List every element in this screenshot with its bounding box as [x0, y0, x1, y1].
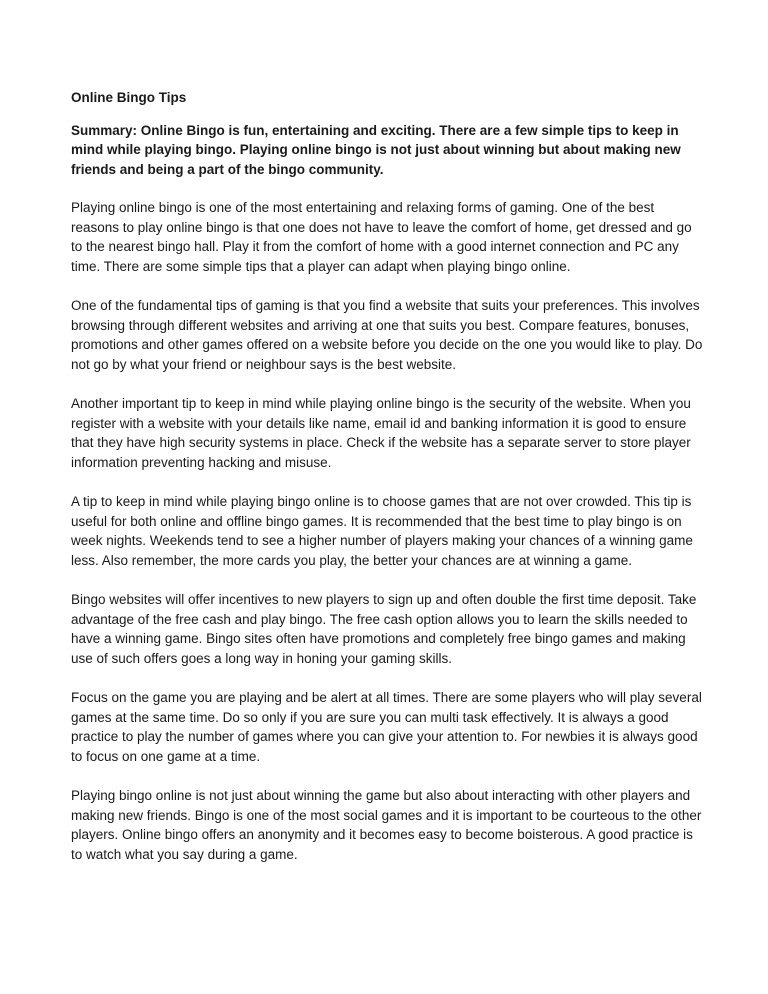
paragraph-7: Playing bingo online is not just about winning the game but also about interacting with other players and making new friends. Bingo is one of the most social games and it is important to be courteous to the other players. Online bingo offers an anonymity and it becomes easy to become boisterous. A good practice is to watch what you say during a game.: [71, 788, 702, 862]
document-page: [71, 88, 705, 884]
paragraph-1: Playing online bingo is one of the most entertaining and relaxing forms of gaming. One of the best reasons to play online bingo is that one does not have to leave the comfort of home, get dressed and go to the nearest bingo hall. Play it from the comfort of home with a good internet connection and PC any time. There are some simple tips that a player can adapt when playing bingo online.: [71, 200, 692, 274]
paragraph-6: Focus on the game you are playing and be alert at all times. There are some players who will play several games at the same time. Do so only if you are sure you can multi task effectively. It is always a good practice to play the number of games where you can give your attention to. For newbies it is always good to focus on one game at a time.: [71, 690, 702, 764]
paragraph-2: One of the fundamental tips of gaming is that you find a website that suits your preferences. This involves browsing through different websites and arriving at one that suits you best. Compare features, bonuses, promotions and other games offered on a website before you decide on the one you would like to play. Do not go by what your friend or neighbour says is the best website.: [71, 298, 703, 372]
paragraph-4: A tip to keep in mind while playing bingo online is to choose games that are not over crowded. This tip is useful for both online and offline bingo games. It is recommended that the best time to play bingo is on week nights. Weekends tend to see a higher number of players making your chances of a winning game less. Also remember, the more cards you play, the better your chances are at winning a game.: [71, 494, 693, 568]
paragraph-5: Bingo websites will offer incentives to new players to sign up and often double the first time deposit. Take advantage of the free cash and play bingo. The free cash option allows you to learn the skills needed to have a winning game. Bingo sites often have promotions and completely free bingo games and making use of such offers goes a long way in honing your gaming skills.: [71, 592, 697, 666]
paragraph-3: Another important tip to keep in mind while playing online bingo is the security of the website. When you register with a website with your details like name, email id and banking information it is good to ensure that they have high security systems in place. Check if the website has a separate server to store player information preventing hacking and misuse.: [71, 396, 691, 470]
document-title: Online Bingo Tips: [71, 90, 187, 105]
document-summary: Summary: Online Bingo is fun, entertaining and exciting. There are a few simple tips to keep in mind while playing bingo. Playing online bingo is not just about winning but about making new friends and being a part of the bingo community.: [71, 122, 681, 177]
